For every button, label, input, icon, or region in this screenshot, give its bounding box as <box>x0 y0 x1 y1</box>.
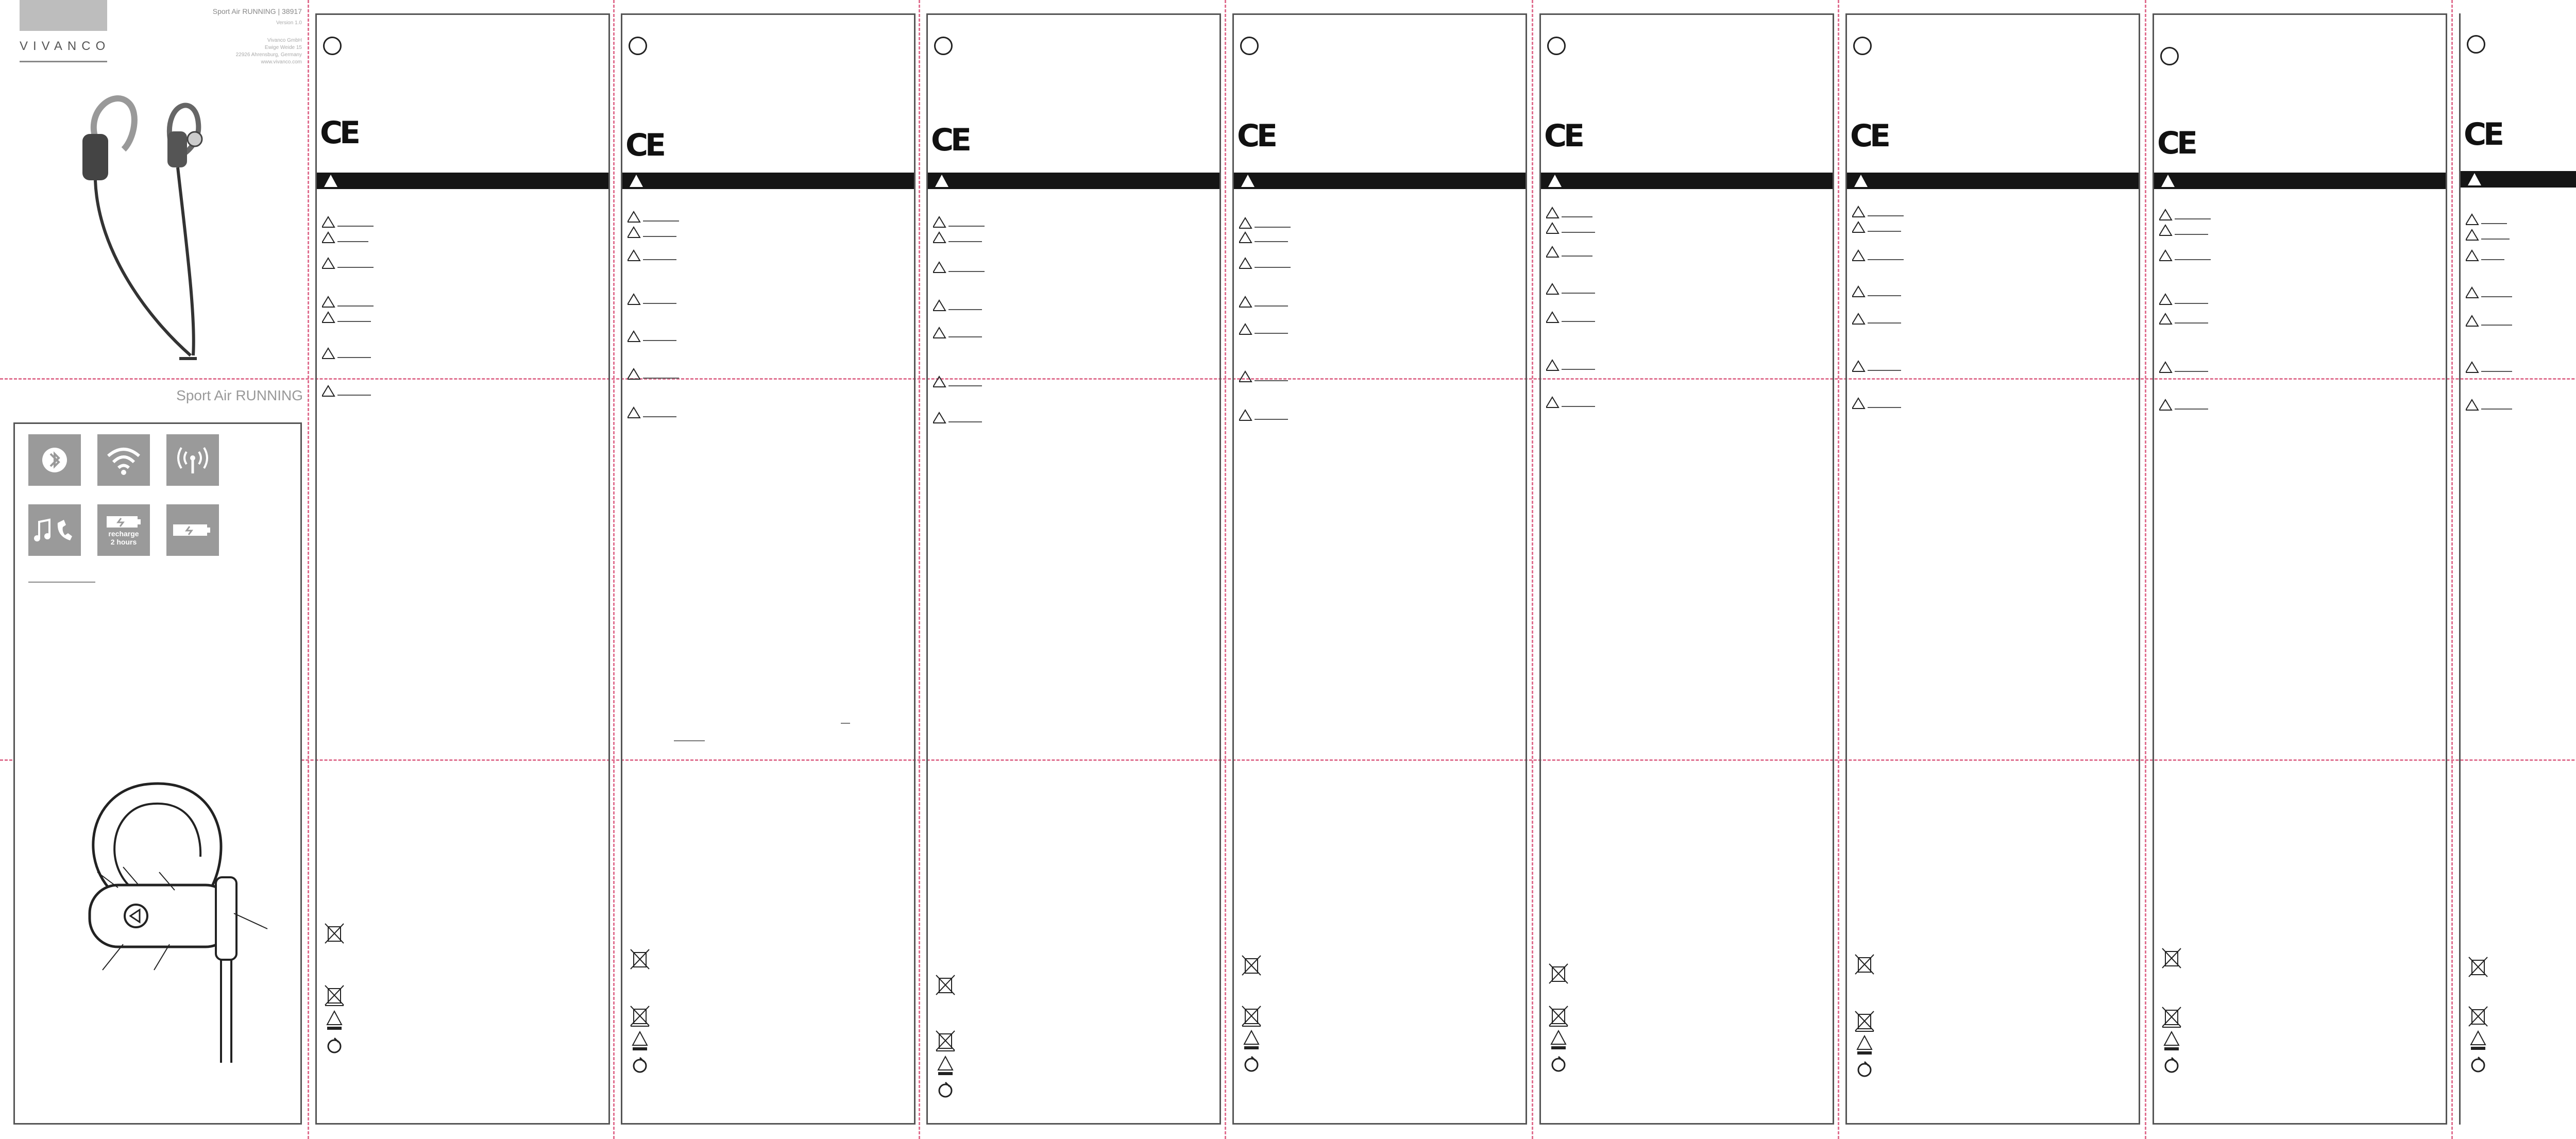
music-phone-icon <box>28 504 81 556</box>
warning-triangle-icon <box>2159 293 2211 305</box>
bluetooth-icon <box>28 434 81 486</box>
recycling-icon <box>1854 1034 1875 1057</box>
battery-disposal-icon <box>630 1055 650 1077</box>
weee-bin-icon <box>630 947 650 970</box>
warning-header-bar <box>317 173 608 189</box>
warning-triangle-icon <box>1239 296 1291 308</box>
battery-disposal-icon <box>1548 1053 1569 1076</box>
warning-triangle-icon <box>322 311 374 324</box>
warning-header-bar <box>1234 173 1526 189</box>
product-title: Sport Air RUNNING <box>176 387 303 403</box>
warning-triangle-icon <box>1852 285 1904 298</box>
warning-triangle-icon <box>933 261 985 274</box>
language-panel <box>926 13 1221 1125</box>
battery-disposal-icon <box>1854 1059 1875 1081</box>
warning-triangle-icon <box>1546 222 1598 234</box>
warning-triangle-icon <box>628 293 679 305</box>
ce-mark-icon: CE <box>320 115 358 151</box>
recycling-icon <box>935 1055 956 1077</box>
warning-triangle-icon <box>933 376 985 388</box>
warning-triangle-icon <box>2159 361 2211 373</box>
radio-signal-icon <box>166 434 219 486</box>
warning-triangle-icon <box>1546 396 1598 409</box>
language-panel <box>2459 13 2576 1125</box>
warning-triangle-icon <box>2466 361 2517 373</box>
earphones-product-image <box>62 82 216 371</box>
warning-triangle-icon <box>322 385 374 397</box>
weee-bin-icon <box>935 973 956 996</box>
warning-triangle-icon <box>1852 360 1904 372</box>
warning-triangle-icon <box>322 257 374 269</box>
language-panel <box>2153 13 2447 1125</box>
fold-line-vertical-5 <box>1532 0 1533 1139</box>
warning-header-bar <box>1541 173 1833 189</box>
warning-triangle-icon <box>2466 286 2517 299</box>
warning-triangle-icon <box>1239 409 1291 421</box>
weee-bin-icon <box>1241 1004 1262 1027</box>
ce-mark-icon: CE <box>1850 118 1888 154</box>
warning-header-bar <box>622 173 914 189</box>
separator-line <box>28 582 95 583</box>
language-badge-icon <box>629 37 647 55</box>
weee-bin-icon <box>935 1029 956 1051</box>
recycling-icon <box>630 1030 650 1052</box>
warning-triangle-icon <box>1852 397 1904 410</box>
ce-mark-icon: CE <box>1237 118 1275 154</box>
earphone-controls-diagram <box>66 774 283 1063</box>
recycling-icon <box>2468 1029 2488 1052</box>
language-panel <box>1539 13 1834 1125</box>
warning-triangle-icon <box>2159 399 2211 411</box>
separator-line <box>841 723 850 724</box>
recharge-duration-text: 2 hours <box>110 538 137 546</box>
weee-bin-icon <box>2161 946 2182 969</box>
weee-bin-icon <box>1548 962 1569 984</box>
warning-triangle-icon <box>1239 370 1291 383</box>
weee-bin-icon <box>1548 1004 1569 1027</box>
warning-triangle-icon <box>1239 231 1291 244</box>
fold-line-vertical-7 <box>2145 0 2146 1139</box>
fold-line-vertical-3 <box>919 0 920 1139</box>
warning-triangle-icon <box>2466 315 2517 327</box>
warning-triangle-icon <box>628 211 679 223</box>
fold-line-vertical-1 <box>308 0 309 1139</box>
battery-charge-label <box>108 530 139 546</box>
warning-triangle-icon <box>1546 207 1598 219</box>
battery-charge-icon <box>97 504 150 556</box>
fold-line-vertical-2 <box>613 0 615 1139</box>
battery-disposal-icon <box>2468 1054 2488 1077</box>
warning-triangle-icon <box>933 299 985 312</box>
fold-line-vertical-4 <box>1225 0 1226 1139</box>
warning-triangle-icon <box>1546 283 1598 295</box>
warning-header-bar <box>2154 173 2446 189</box>
language-badge-icon <box>934 37 953 55</box>
fold-line-vertical-6 <box>1838 0 1839 1139</box>
warning-triangle-icon <box>1239 257 1291 269</box>
feature-panel <box>13 422 302 1125</box>
recharge-text: recharge <box>108 530 139 538</box>
product-line-label: Sport Air RUNNING | 38917 <box>212 7 302 15</box>
weee-bin-icon <box>324 983 345 1006</box>
warning-triangle-icon <box>2466 213 2517 226</box>
address-line: 22926 Ahrensburg, Germany <box>235 52 302 58</box>
ce-mark-icon: CE <box>1544 118 1582 154</box>
warning-triangle-icon <box>1852 249 1904 262</box>
warning-triangle-icon <box>1239 217 1291 229</box>
warning-triangle-icon <box>628 406 679 419</box>
brand-underline <box>20 61 107 62</box>
brand-color-bar <box>20 0 107 31</box>
address-line: www.vivanco.com <box>261 59 302 65</box>
warning-triangle-icon <box>1852 313 1904 325</box>
language-panel <box>315 13 610 1125</box>
weee-bin-icon <box>2468 955 2488 978</box>
wifi-icon <box>97 434 150 486</box>
warning-triangle-icon <box>1546 311 1598 324</box>
weee-bin-icon <box>1854 953 1875 975</box>
battery-disposal-icon <box>324 1035 345 1058</box>
language-panel <box>1232 13 1527 1125</box>
recycling-icon <box>324 1009 345 1032</box>
ce-mark-icon: CE <box>2157 125 2195 161</box>
warning-triangle-icon <box>322 216 374 228</box>
warning-triangle-icon <box>2466 229 2517 241</box>
address-line: Vivanco GmbH <box>267 38 302 43</box>
warning-triangle-icon <box>933 231 985 244</box>
warning-triangle-icon <box>2466 399 2517 411</box>
address-block <box>155 37 302 66</box>
language-badge-icon <box>2160 47 2179 65</box>
battery-full-icon <box>166 504 219 556</box>
warning-triangle-icon <box>2159 313 2211 325</box>
fold-line-vertical-8 <box>2451 0 2453 1139</box>
warning-header-bar <box>1847 173 2139 189</box>
weee-bin-icon <box>1241 954 1262 976</box>
ce-mark-icon: CE <box>931 122 969 158</box>
language-badge-icon <box>2467 35 2485 54</box>
weee-bin-icon <box>1854 1009 1875 1032</box>
language-badge-icon <box>323 37 342 55</box>
warning-triangle-icon <box>1852 206 1904 218</box>
battery-disposal-icon <box>1241 1053 1262 1076</box>
warning-header-bar <box>928 173 1219 189</box>
language-panel <box>1845 13 2140 1125</box>
weee-bin-icon <box>2161 1005 2182 1028</box>
warning-triangle-icon <box>933 216 985 228</box>
language-panel <box>621 13 916 1125</box>
warning-triangle-icon <box>628 368 679 380</box>
recycling-icon <box>1548 1029 1569 1051</box>
battery-disposal-icon <box>935 1079 956 1102</box>
warning-triangle-icon <box>2159 209 2211 221</box>
address-line: Ewige Weide 15 <box>264 45 302 50</box>
language-badge-icon <box>1853 37 1872 55</box>
battery-disposal-icon <box>2161 1055 2182 1077</box>
weee-bin-icon <box>2468 1005 2488 1027</box>
warning-triangle-icon <box>2466 249 2517 262</box>
warning-header-bar <box>2461 171 2576 188</box>
warning-triangle-icon <box>322 347 374 360</box>
warning-triangle-icon <box>628 226 679 239</box>
warning-triangle-icon <box>933 412 985 424</box>
warning-triangle-icon <box>2159 249 2211 262</box>
warning-triangle-icon <box>1546 359 1598 371</box>
brand-logo: VIVANCO <box>20 39 111 53</box>
warning-triangle-icon <box>1239 323 1291 335</box>
ce-mark-icon: CE <box>625 127 664 163</box>
warning-triangle-icon <box>1852 221 1904 233</box>
warning-triangle-icon <box>322 296 374 308</box>
warning-triangle-icon <box>1546 246 1598 258</box>
separator-line <box>674 740 705 741</box>
weee-bin-icon <box>324 922 345 944</box>
warning-triangle-icon <box>628 249 679 262</box>
recycling-icon <box>1241 1029 1262 1051</box>
language-badge-icon <box>1547 37 1566 55</box>
warning-triangle-icon <box>933 327 985 339</box>
version-label: Version 1.0 <box>276 20 302 26</box>
language-badge-icon <box>1240 37 1259 55</box>
warning-triangle-icon <box>322 231 374 244</box>
weee-bin-icon <box>630 1004 650 1027</box>
recycling-icon <box>2161 1030 2182 1052</box>
warning-triangle-icon <box>2159 224 2211 236</box>
ce-mark-icon: CE <box>2464 116 2502 152</box>
warning-triangle-icon <box>628 330 679 343</box>
